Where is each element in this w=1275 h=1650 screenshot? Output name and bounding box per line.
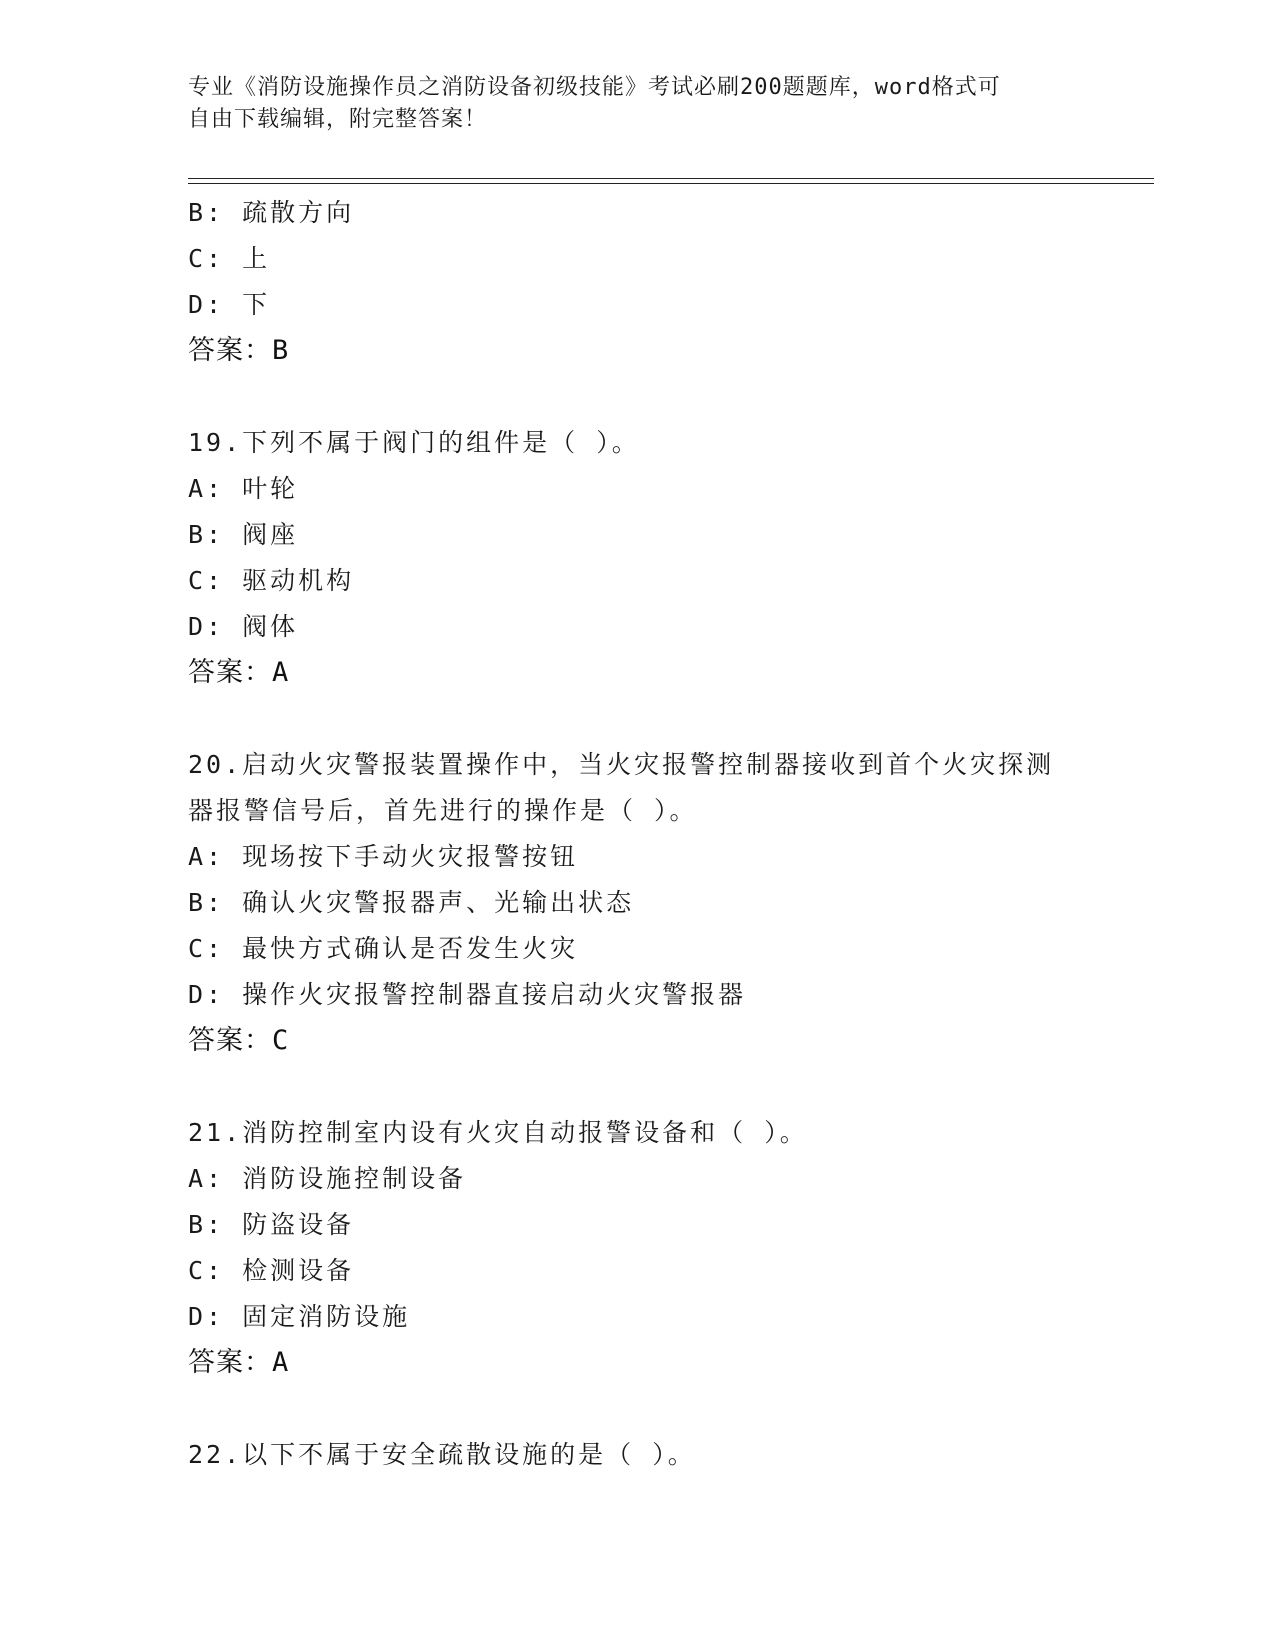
- answer-line: 答案：B: [188, 335, 290, 366]
- continued-question: [188, 190, 1088, 374]
- option-item: D: 操作火灾报警控制器直接启动火灾警报器: [188, 980, 747, 1009]
- option-item: B: 阀座: [188, 520, 299, 549]
- header-line-2: 自由下载编辑，附完整答案！: [188, 107, 488, 132]
- option-item: B: 疏散方向: [188, 198, 355, 227]
- question-stem: 19.下列不属于阀门的组件是（ ）。: [188, 428, 640, 457]
- question-stem-continued: 器报警信号后，首先进行的操作是（ ）。: [188, 796, 698, 825]
- question-21: [188, 1110, 1088, 1386]
- answer-line: 答案：A: [188, 657, 290, 688]
- option-item: C: 最快方式确认是否发生火灾: [188, 934, 579, 963]
- option-item: C: 检测设备: [188, 1256, 355, 1285]
- question-20: [188, 742, 1088, 1064]
- answer-line: 答案：C: [188, 1025, 290, 1056]
- question-stem: 21.消防控制室内设有火灾自动报警设备和（ ）。: [188, 1118, 808, 1147]
- option-item: C: 驱动机构: [188, 566, 355, 595]
- option-item: A: 叶轮: [188, 474, 299, 503]
- answer-line: 答案：A: [188, 1347, 290, 1378]
- option-item: A: 消防设施控制设备: [188, 1164, 467, 1193]
- option-item: C: 上: [188, 244, 271, 273]
- option-item: B: 确认火灾警报器声、光输出状态: [188, 888, 635, 917]
- question-stem: 22.以下不属于安全疏散设施的是（ ）。: [188, 1440, 696, 1469]
- option-item: A: 现场按下手动火灾报警按钮: [188, 842, 579, 871]
- question-stem: 20.启动火灾警报装置操作中，当火灾报警控制器接收到首个火灾探测: [188, 750, 1055, 779]
- document-header: [188, 72, 1088, 136]
- option-item: D: 阀体: [188, 612, 299, 641]
- question-19: [188, 420, 1088, 696]
- header-line-1: 专业《消防设施操作员之消防设备初级技能》考试必刷200题题库，word格式可: [188, 75, 1001, 100]
- option-item: D: 固定消防设施: [188, 1302, 411, 1331]
- option-item: D: 下: [188, 290, 271, 319]
- option-item: B: 防盗设备: [188, 1210, 355, 1239]
- header-divider-top: [188, 178, 1154, 179]
- question-content: [188, 190, 1088, 1478]
- question-22: [188, 1432, 1088, 1478]
- header-divider-bottom: [188, 183, 1154, 184]
